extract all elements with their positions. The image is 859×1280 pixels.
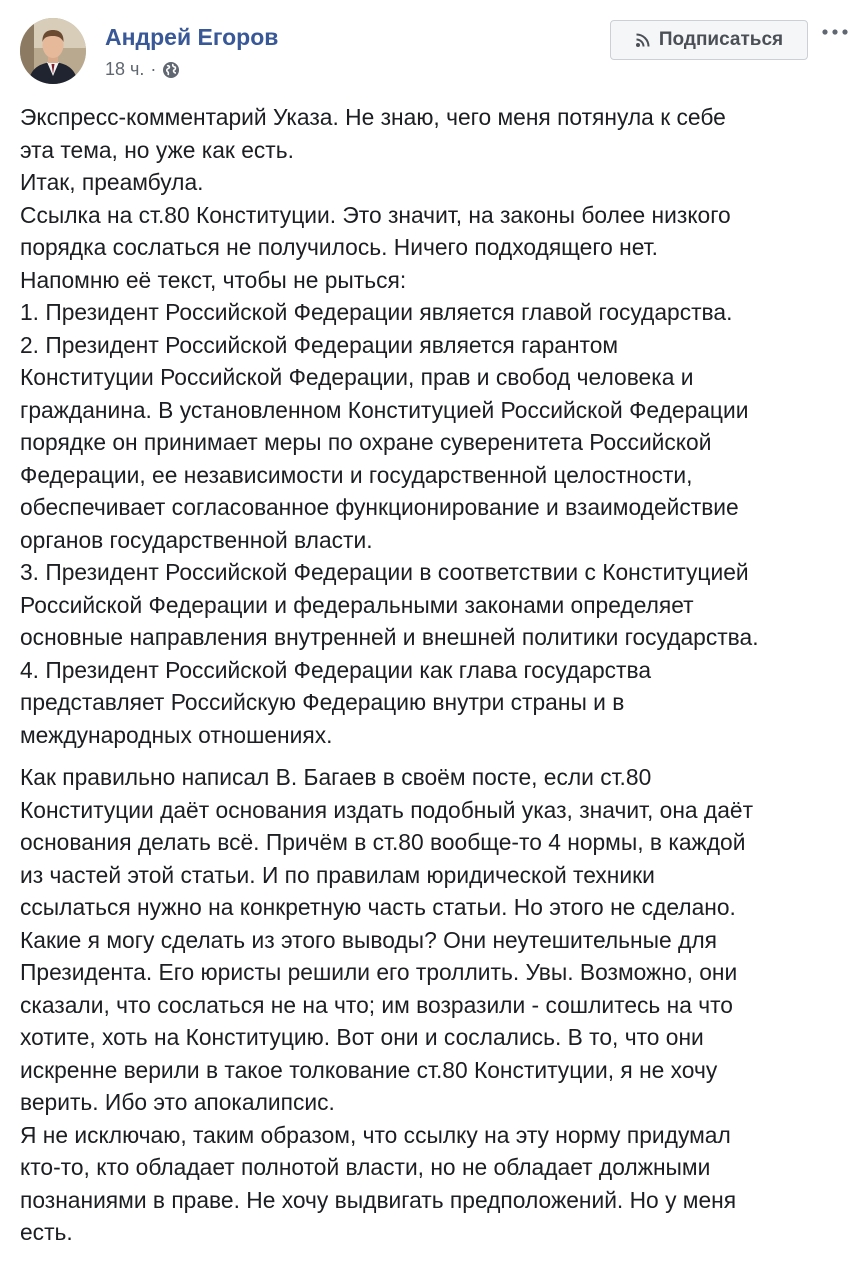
ellipsis-icon[interactable] xyxy=(820,22,850,42)
text-line: гражданина. В установленном Конституцией Российской Федерации xyxy=(20,396,749,423)
text-line: порядке он принимает меры по охране суверенитета Российской xyxy=(20,429,712,455)
text-line: из частей этой статьи. И по правилам юридической техники xyxy=(20,861,655,888)
text-line: сказали, что сослаться не на что; им возразили - сошлитесь на что xyxy=(20,991,733,1018)
text-line: эта тема, но уже как есть. xyxy=(20,136,294,163)
post-paragraph-1 xyxy=(20,101,850,751)
text-line: Конституции Российской Федерации, прав и свобод человека и xyxy=(20,364,694,390)
text-line: основания делать всё. Причём в ст.80 вообще-то 4 нормы, в каждой xyxy=(20,829,746,855)
text-line: Президента. Его юристы решили его троллить. Увы. Возможно, они xyxy=(20,959,738,985)
text-line: основные направления внутренней и внешней политики государства. xyxy=(20,624,759,650)
post-header xyxy=(0,0,859,100)
text-line: верить. Ибо это апокалипсис. xyxy=(20,1089,335,1115)
text-line: Какие я могу сделать из этого выводы? Они неутешительные для xyxy=(20,926,717,953)
text-line: познаниями в праве. Не хочу выдвигать предположений. Но у меня xyxy=(20,1186,737,1213)
text-line: Я не исключаю, таким образом, что ссылку на эту норму придумал xyxy=(20,1121,731,1148)
text-line: есть. xyxy=(20,1219,73,1245)
subscribe-button[interactable] xyxy=(610,20,808,60)
text-line: Ссылка на ст.80 Конституции. Это значит, на законы более низкого xyxy=(20,201,731,228)
text-line: 2. Президент Российской Федерации является гарантом xyxy=(20,331,619,358)
avatar[interactable] xyxy=(20,18,86,84)
rss-icon xyxy=(635,32,651,48)
text-line: ссылаться нужно на конкретную часть статьи. Но этого не сделано. xyxy=(20,894,736,920)
text-line: обеспечивает согласованное функционирование и взаимодействие xyxy=(20,494,739,520)
text-line: хотите, хоть на Конституцию. Вот они и сослались. В то, что они xyxy=(20,1024,704,1050)
author-name[interactable]: Андрей Егоров xyxy=(105,24,279,50)
text-line: органов государственной власти. xyxy=(20,526,373,553)
text-line: международных отношениях. xyxy=(20,721,333,748)
text-line: представляет Российскую Федерацию внутри страны и в xyxy=(20,689,625,715)
text-line: Напомню её текст, чтобы не рыться: xyxy=(20,266,407,293)
post-meta xyxy=(105,59,180,80)
post-body xyxy=(20,101,850,1249)
text-line: Как правильно написал В. Багаев в своём посте, если ст.80 xyxy=(20,764,652,790)
meta-separator: · xyxy=(150,59,157,79)
text-line: Российской Федерации и федеральными законами определяет xyxy=(20,591,694,618)
text-line: Итак, преамбула. xyxy=(20,169,204,195)
subscribe-label: Подписаться xyxy=(658,29,784,50)
text-line: Экспресс-комментарий Указа. Не знаю, чего меня потянула к себе xyxy=(20,104,726,130)
globe-icon[interactable] xyxy=(162,61,180,79)
text-line: искренне верили в такое толкование ст.80 Конституции, я не хочу xyxy=(20,1056,718,1083)
text-line: Конституции даёт основания издать подобный указ, значит, она даёт xyxy=(20,796,754,823)
post-timestamp[interactable]: 18 ч. xyxy=(105,59,145,79)
text-line: 3. Президент Российской Федерации в соответствии с Конституцией xyxy=(20,559,749,585)
text-line: 4. Президент Российской Федерации как глава государства xyxy=(20,656,652,683)
avatar-photo xyxy=(20,18,86,84)
text-line: кто-то, кто обладает полнотой власти, но не обладает должными xyxy=(20,1154,711,1180)
post-paragraph-2 xyxy=(20,761,850,1249)
text-line: 1. Президент Российской Федерации является главой государства. xyxy=(20,299,733,325)
text-line: Федерации, ее независимости и государственной целостности, xyxy=(20,461,693,488)
text-line: порядка сослаться не получилось. Ничего подходящего нет. xyxy=(20,234,658,260)
